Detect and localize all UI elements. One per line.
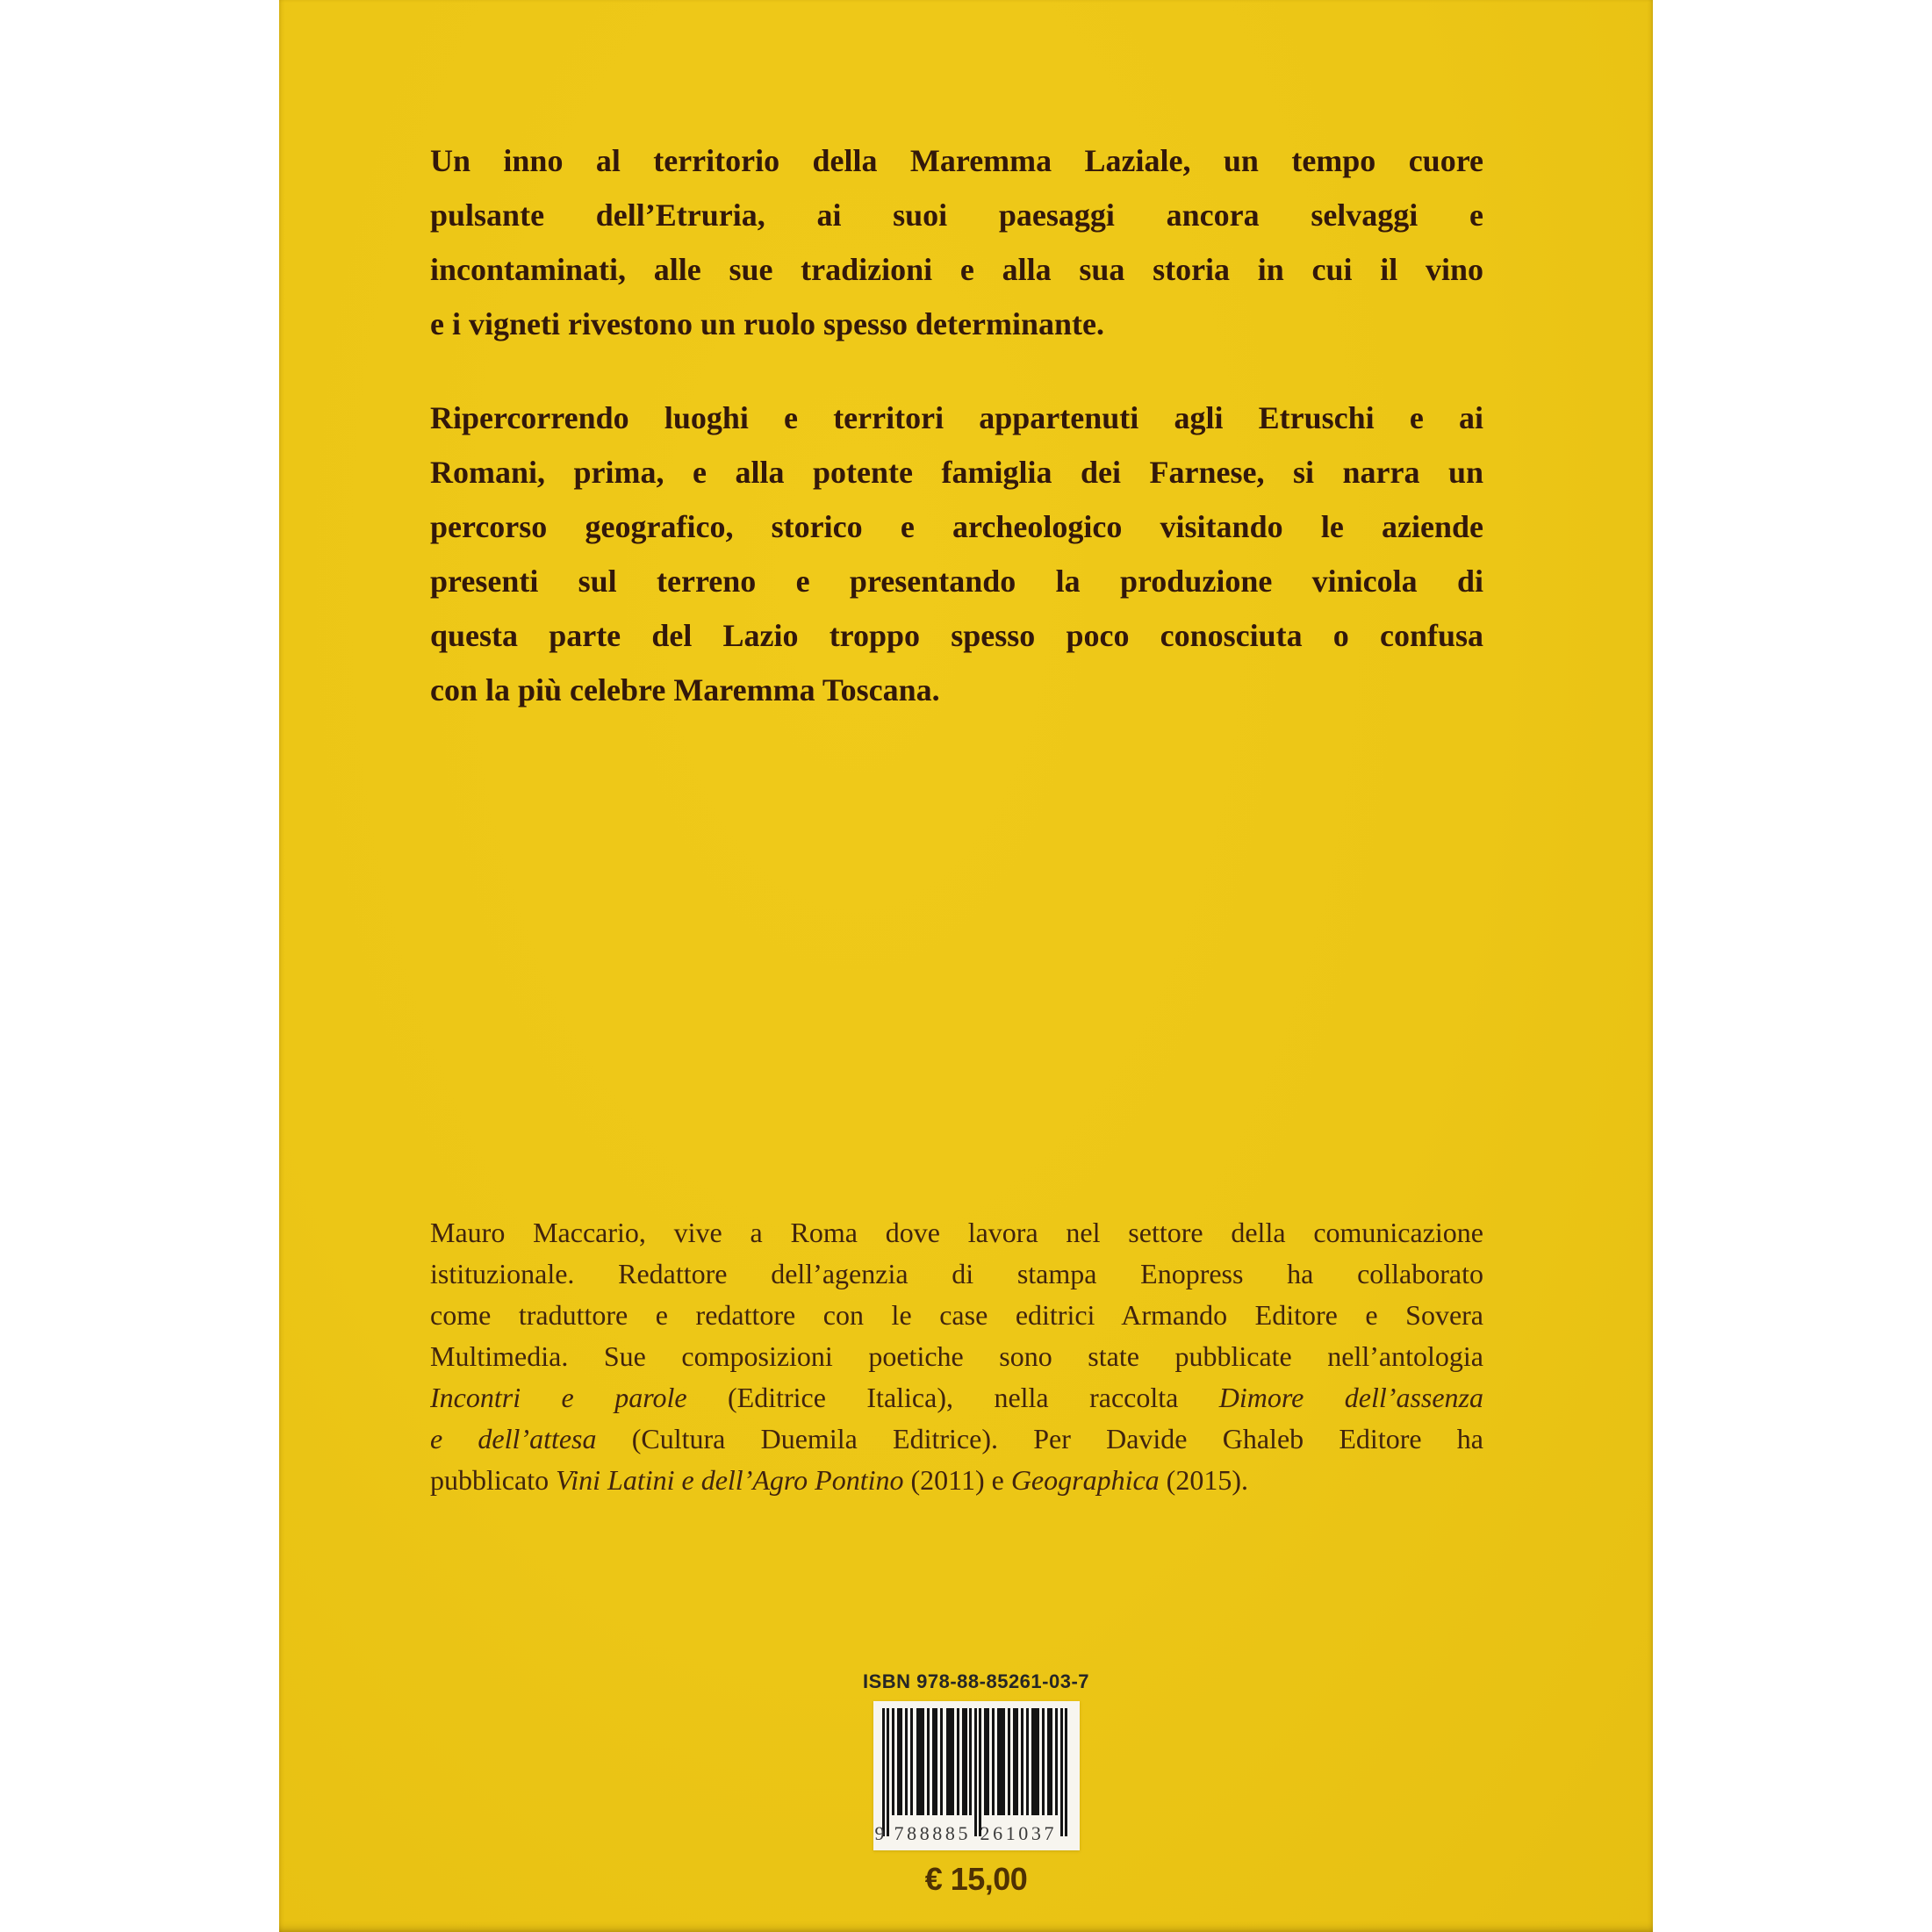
text-line: Incontri e parole (Editrice Italica), nella raccolta Dimore dell’assenza bbox=[430, 1382, 1483, 1413]
text-line: Romani, prima, e alla potente famiglia dei Farnese, si narra un bbox=[430, 455, 1483, 490]
text-line: pubblicato Vini Latini e dell’Agro Pontino (2011) e Geographica (2015). bbox=[430, 1464, 1248, 1496]
text-line: con la più celebre Maremma Toscana. bbox=[430, 672, 940, 707]
barcode-bars bbox=[882, 1708, 1071, 1840]
synopsis-paragraph-2 bbox=[430, 391, 1483, 717]
text-line: come traduttore e redattore con le case editrici Armando Editore e Sovera bbox=[430, 1299, 1483, 1331]
text-line: Multimedia. Sue composizioni poetiche sono state pubblicate nell’antologia bbox=[430, 1340, 1483, 1372]
text-line: Mauro Maccario, vive a Roma dove lavora nel settore della comunicazione bbox=[430, 1217, 1483, 1248]
text-line: istituzionale. Redattore dell’agenzia di stampa Enopress ha collaborato bbox=[430, 1258, 1483, 1289]
text-line: incontaminati, alle sue tradizioni e alla sua storia in cui il vino bbox=[430, 252, 1483, 287]
price-label: € 15,00 bbox=[924, 1861, 1028, 1897]
barcode-digits-right: 2 6 1 0 3 7 bbox=[980, 1822, 1054, 1844]
barcode-digits-left: 7 8 8 8 8 5 bbox=[894, 1822, 968, 1844]
text-line: questa parte del Lazio troppo spesso poco conosciuta o confusa bbox=[430, 618, 1483, 653]
author-bio bbox=[430, 1212, 1483, 1501]
barcode-digits bbox=[874, 1822, 1071, 1845]
text-line: Un inno al territorio della Maremma Laziale, un tempo cuore bbox=[430, 143, 1483, 178]
isbn-label: ISBN 978-88-85261-03-7 bbox=[862, 1670, 1090, 1692]
text-line: percorso geografico, storico e archeologico visitando le aziende bbox=[430, 509, 1483, 544]
isbn-price-block bbox=[801, 1666, 1152, 1900]
ean13-barcode bbox=[873, 1701, 1080, 1850]
text-line: presenti sul terreno e presentando la produzione vinicola di bbox=[430, 564, 1483, 599]
book-back-cover bbox=[279, 0, 1653, 1932]
text-line: Ripercorrendo luoghi e territori appartenuti agli Etruschi e ai bbox=[430, 400, 1483, 435]
barcode-digit-leading: 9 bbox=[874, 1822, 885, 1844]
synopsis-paragraph-1 bbox=[430, 133, 1483, 351]
text-line: e i vigneti rivestono un ruolo spesso determinante. bbox=[430, 306, 1104, 341]
text-line: pulsante dell’Etruria, ai suoi paesaggi ancora selvaggi e bbox=[430, 198, 1483, 233]
text-line: e dell’attesa (Cultura Duemila Editrice). Per Davide Ghaleb Editore ha bbox=[430, 1423, 1483, 1454]
